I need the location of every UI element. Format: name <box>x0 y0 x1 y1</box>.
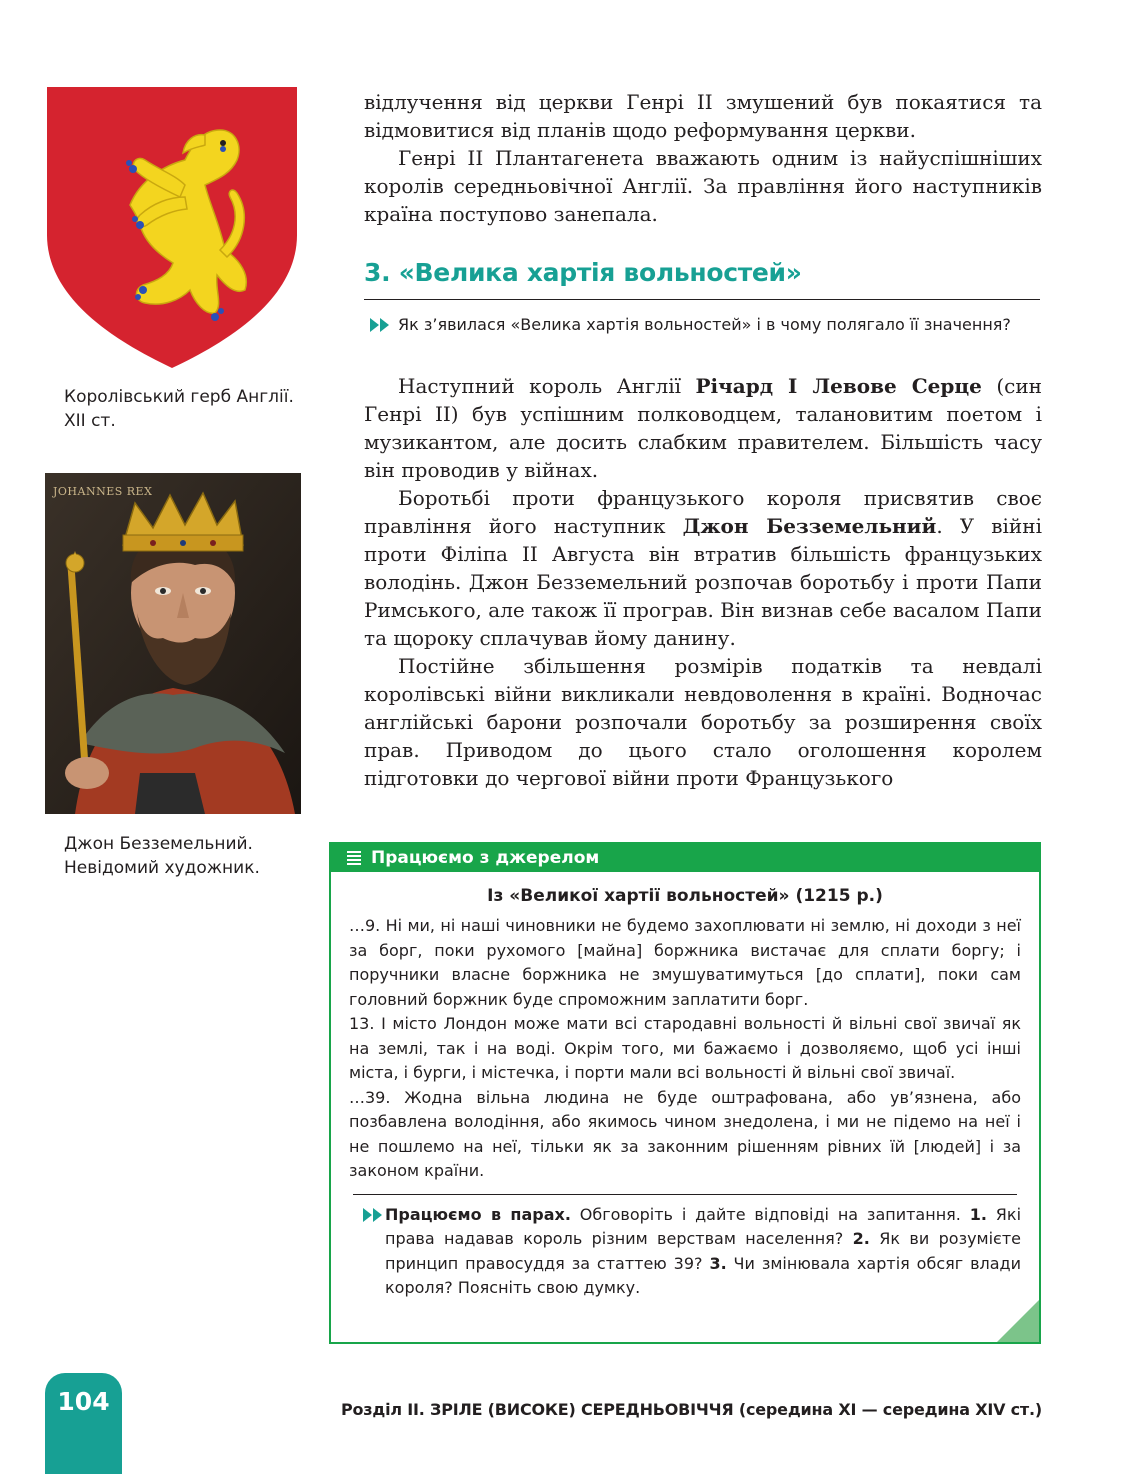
q2-text: Як ви розумієте принцип правосуддя за статтею 39? <box>385 1229 1022 1273</box>
source-header-text: Працюємо з джерелом <box>371 848 600 868</box>
coat-caption-line1: Королівський герб Англії. <box>64 387 294 407</box>
paragraph-3 <box>364 372 1042 484</box>
source-box-header <box>331 844 1039 872</box>
p4-bold-john: Джон Безземельний <box>682 514 937 538</box>
king-john-portrait-image <box>45 473 301 814</box>
q3-number: 3. <box>709 1253 727 1273</box>
page-number-tab <box>45 1373 122 1474</box>
source-title: Із «Великої хартії вольностей» (1215 р.) <box>487 886 883 906</box>
coat-caption <box>64 385 294 433</box>
article-9: …9. Ні ми, ні наші чиновники не будемо захоплювати ні землю, ні доходи з неї за борг, поки рухомого [майна] боржника вистачає для сплати боргу; і поручники власне боржника не змушуватимуться [до сплати], поки сам головний боржник буде спроможним заплатити борг. <box>349 916 1021 1009</box>
pairs-intro: Обговоріть і дайте відповіді на запитання. <box>570 1204 970 1224</box>
source-box <box>329 842 1041 1344</box>
p3-text-b: (син Генрі II) був успішним полководцем, талановитим поетом і музикантом, але досить слабким правителем. Більшість часу він проводив у війнах. <box>364 374 1042 482</box>
paragraph-1: відлучення від церкви Генрі II змушений був покаятися та відмовитися від планів щодо реформування церкви. <box>364 90 1042 142</box>
q1-text: Які права надавав король різним верствам населення? <box>385 1204 1022 1248</box>
article-13: 13. І місто Лондон може мати всі стародавні вольності й вільні свої звичаї як на землі, так і на воді. Окрім того, ми бажаємо і дозволяємо, щоб усі інші міста, і бурги, і містечка, і порти мали всі вольності й вільні свої звичаї. <box>349 1014 1021 1082</box>
article-39: …39. Жодна вільна людина не буде оштрафована, або ув’язнена, або позбавлена володіння, або якимось чином знедолена, і ми не підемо на неї і не пошлемо на неї, тільки як за законним рішенням рівних їй [людей] і за законом країни. <box>349 1087 1021 1180</box>
main-text-body <box>364 372 1042 792</box>
portrait-caption-line2: Невідомий художник. <box>64 858 260 878</box>
document-lines-icon <box>347 851 361 865</box>
portrait-caption <box>64 832 260 880</box>
guiding-question <box>370 314 1038 336</box>
q2-number: 2. <box>852 1229 870 1248</box>
chapter-footer: Розділ ІІ. ЗРІЛЕ (ВИСОКЕ) СЕРЕДНЬОВІЧЧЯ (середина ХІ — середина XIV ст.) <box>340 1400 1042 1419</box>
paragraph-5: Постійне збільшення розмірів податків та невдалі королівські війни викликали невдоволення в країні. Водночас англійські барони розпочали боротьбу за розширення своїх прав. Приводом до цього стало оголошення королем підготовки до чергової війни проти Французького <box>364 654 1042 790</box>
double-arrow-icon <box>370 318 392 332</box>
q3-text: Чи змінювала хартія обсяг влади короля? Поясніть свою думку. <box>385 1253 1021 1297</box>
main-text-top <box>364 88 1042 228</box>
p3-text-a: Наступний король Англії <box>398 374 696 398</box>
paragraph-2: Генрі II Плантагенета вважають одним із найуспішніших королів середньовічної Англії. За правління його наступників країна поступово занепала. <box>364 146 1042 226</box>
portrait-label: JOHANNES REX <box>53 485 153 498</box>
p3-bold-richard: Річард І Левове Серце <box>695 374 982 398</box>
pair-work-task <box>363 1203 1021 1301</box>
royal-coat-of-arms-image <box>45 85 299 370</box>
portrait-caption-line1: Джон Безземельний. <box>64 834 253 854</box>
pairs-divider <box>353 1194 1017 1195</box>
source-excerpt <box>349 914 1021 1184</box>
p4-text-b: . У війні проти Філіпа II Августа він втратив більшість французьких володінь. Джон Безземельний розпочав боротьбу і проти Папи Римського, але також її програв. Він визнав себе васалом Папи та щороку сплачував йому данину. <box>364 514 1042 650</box>
page-number: 104 <box>57 1387 110 1416</box>
question-text: Як з’явилася «Велика хартія вольностей» і в чому полягало її значення? <box>398 315 1011 334</box>
corner-fold-decoration <box>997 1300 1039 1342</box>
p4-text-a: Боротьбі проти французького короля присвятив своє правління його наступник <box>364 486 1042 538</box>
double-arrow-icon <box>363 1208 385 1222</box>
section-heading: 3. «Велика хартія вольностей» <box>364 258 1040 300</box>
pairs-label: Працюємо в парах. <box>385 1204 571 1224</box>
coat-caption-line2: XII ст. <box>64 411 116 431</box>
q1-number: 1. <box>969 1204 987 1224</box>
paragraph-4 <box>364 484 1042 652</box>
